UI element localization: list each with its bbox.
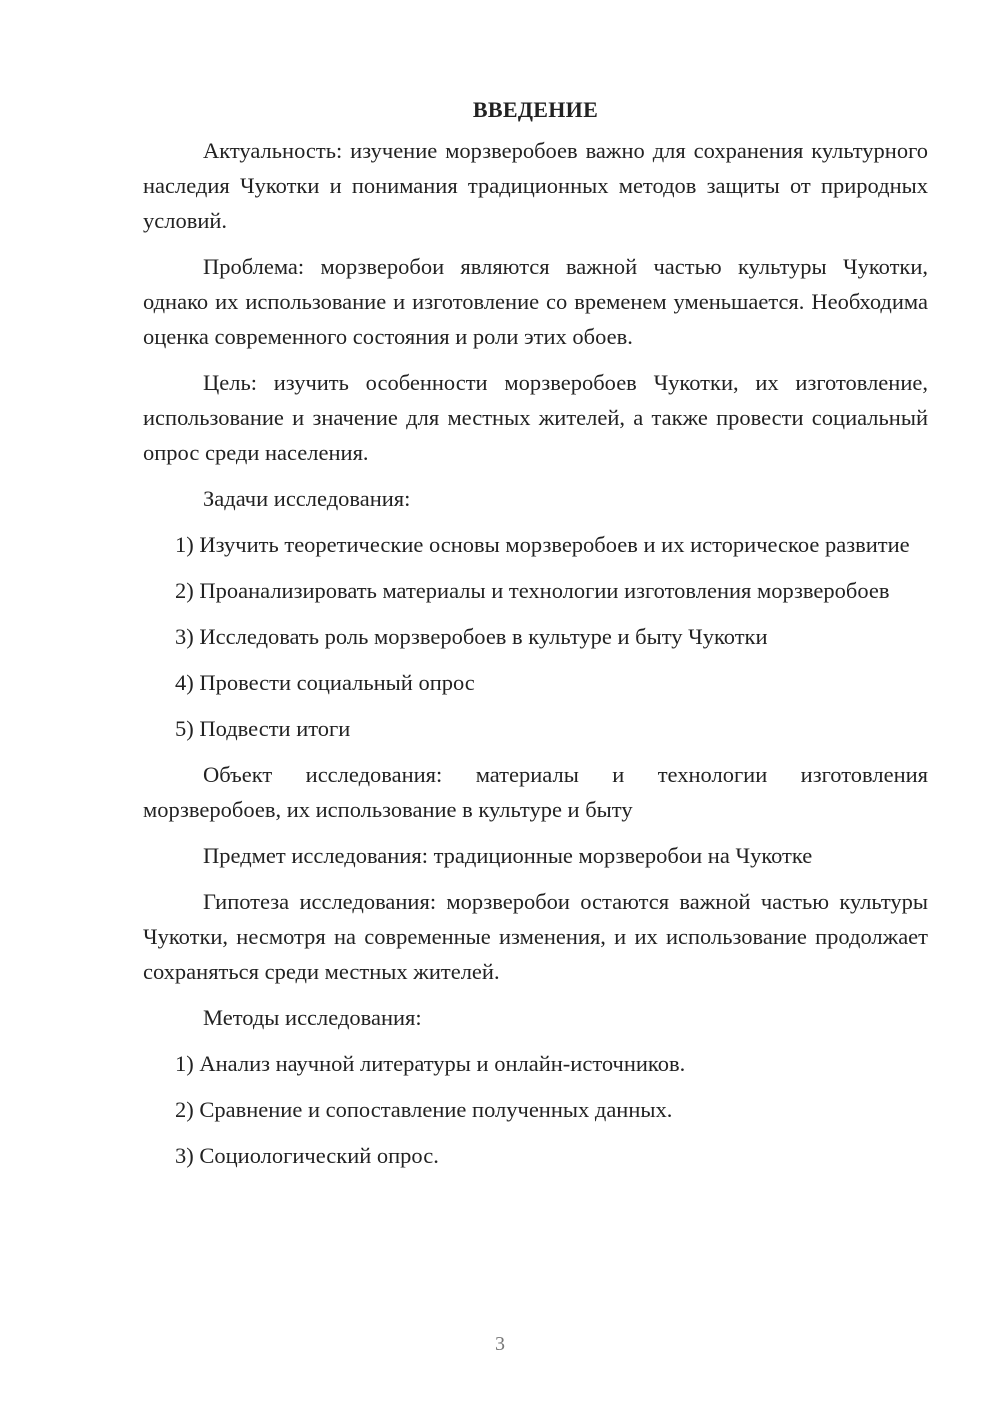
method-item-3: 3) Социологический опрос. (175, 1143, 439, 1168)
method-item-2: 2) Сравнение и сопоставление полученных данных. (175, 1097, 673, 1122)
task-item-2: 2) Проанализировать материалы и технологии изготовления морзверобоев (175, 578, 890, 603)
object-paragraph: Объект исследования: материалы и технологии изготовления морзверобоев, их использование в культуре и быту (143, 762, 928, 822)
hypothesis-paragraph: Гипотеза исследования: морзверобои остаются важной частью культуры Чукотки, несмотря на современные изменения, и их использование продолжает сохраняться среди местных жителей. (143, 889, 928, 984)
tasks-heading: Задачи исследования: (203, 486, 411, 511)
methods-heading: Методы исследования: (203, 1005, 422, 1030)
problem-paragraph: Проблема: морзверобои являются важной частью культуры Чукотки, однако их использование и изготовление со временем уменьшается. Необходима оценка современного состояния и роли этих обоев. (143, 254, 928, 349)
task-item-1: 1) Изучить теоретические основы морзверобоев и их историческое развитие (175, 532, 910, 557)
page-number: 3 (495, 1333, 505, 1355)
section-title: ВВЕДЕНИЕ (472, 97, 599, 122)
goal-paragraph: Цель: изучить особенности морзверобоев Чукотки, их изготовление, использование и значение для местных жителей, а также провести социальный опрос среди населения. (143, 370, 928, 465)
task-item-4: 4) Провести социальный опрос (175, 670, 475, 695)
document-page (143, 92, 928, 1184)
relevance-paragraph: Актуальность: изучение морзверобоев важно для сохранения культурного наследия Чукотки и понимания традиционных методов защиты от природных условий. (143, 138, 928, 233)
method-item-1: 1) Анализ научной литературы и онлайн-источников. (175, 1051, 686, 1076)
task-item-5: 5) Подвести итоги (175, 716, 351, 741)
subject-paragraph: Предмет исследования: традиционные морзверобои на Чукотке (203, 843, 813, 868)
task-item-3: 3) Исследовать роль морзверобоев в культуре и быту Чукотки (175, 624, 768, 649)
